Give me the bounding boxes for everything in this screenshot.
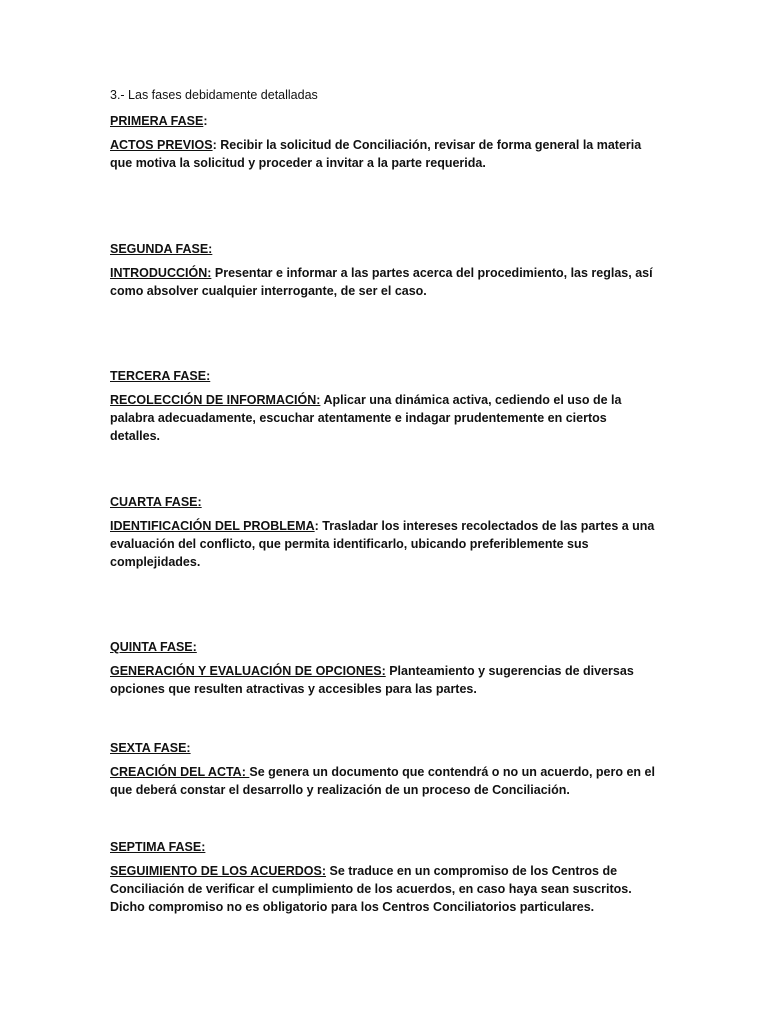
phase-text: Presentar e informar a las partes acerca del procedimiento, las reglas, así como absolver cualquier interrogante, de ser el caso. [110,266,653,298]
phase-section-2 [110,240,658,300]
document-title: 3.- Las fases debidamente detalladas [110,88,318,102]
phase-description [110,136,658,172]
phase-label: GENERACIÓN Y EVALUACIÓN DE OPCIONES: [110,664,386,678]
phase-section-6 [110,739,658,799]
phase-label: CREACIÓN DEL ACTA: [110,765,250,779]
phase-heading [110,367,658,385]
phase-text: Se traduce en un compromiso de los Centros de Conciliación de verificar el cumplimiento de los acuerdos, en caso haya sean suscritos. Dicho compromiso no es obligatorio para los Centros Conciliatorios particulares. [110,864,632,914]
phase-heading [110,493,658,511]
phase-heading-text: CUARTA FASE: [110,495,202,509]
phase-heading [110,638,658,656]
phase-heading-text: TERCERA FASE: [110,369,211,383]
phase-description [110,391,658,445]
phase-heading [110,240,658,258]
phase-label: RECOLECCIÓN DE INFORMACIÓN: [110,393,321,407]
phase-text: Planteamiento y sugerencias de diversas opciones que resulten atractivas y accesibles para las partes. [110,664,634,696]
phase-heading-text: SEXTA FASE: [110,741,191,755]
phase-description [110,264,658,300]
phase-heading [110,739,658,757]
phase-label: SEGUIMIENTO DE LOS ACUERDOS: [110,864,326,878]
phase-heading [110,838,658,856]
phase-label-suffix: : [212,138,221,152]
phase-label-suffix: : [314,519,323,533]
phase-heading-text: SEGUNDA FASE: [110,242,213,256]
phase-section-1 [110,112,658,172]
phase-description [110,662,658,698]
phase-label: INTRODUCCIÓN: [110,266,212,280]
phase-text: Aplicar una dinámica activa, cediendo el uso de la palabra adecuadamente, escuchar atentamente e indagar prudentemente en ciertos detalles. [110,393,622,443]
phase-heading-text: SEPTIMA FASE: [110,840,206,854]
phase-heading-text: QUINTA FASE: [110,640,197,654]
phase-description [110,862,658,916]
phase-section-7 [110,838,658,916]
phase-section-5 [110,638,658,698]
phase-heading [110,112,658,130]
phase-label: ACTOS PREVIOS [110,138,213,152]
phase-text: Trasladar los intereses recolectados de las partes a una evaluación del conflicto, que permita identificarlo, ubicando preferiblemente sus complejidades. [110,519,655,569]
phase-section-4 [110,493,658,571]
phase-text: Se genera un documento que contendrá o no un acuerdo, pero en el que deberá constar el desarrollo y realización de un proceso de Conciliación. [110,765,655,797]
phase-description [110,763,658,799]
phase-heading-suffix: : [203,114,208,128]
phase-heading-text: PRIMERA FASE [110,114,204,128]
phase-description [110,517,658,571]
phase-text: Recibir la solicitud de Conciliación, revisar de forma general la materia que motiva la solicitud y proceder a invitar a la parte requerida. [110,138,642,170]
phase-section-3 [110,367,658,445]
phase-label: IDENTIFICACIÓN DEL PROBLEMA [110,519,315,533]
